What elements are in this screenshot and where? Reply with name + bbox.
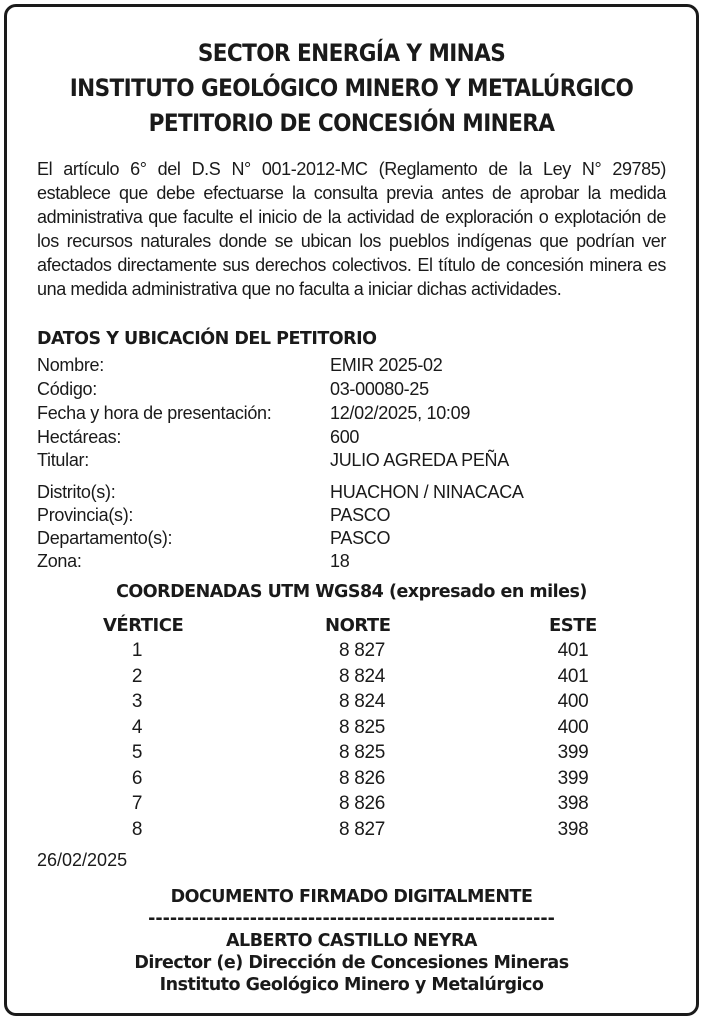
header-title: PETITORIO DE CONCESIÓN MINERA xyxy=(148,109,555,137)
datos-label: Fecha y hora de presentación: xyxy=(37,403,272,423)
datos-value: 18 xyxy=(330,551,350,571)
cell-este: 400 xyxy=(557,691,589,712)
cell-vertice: 5 xyxy=(131,742,143,763)
datos-label: Nombre: xyxy=(37,355,104,375)
cell-este: 398 xyxy=(557,818,589,840)
cell-vertice: 2 xyxy=(131,665,143,687)
datos-row xyxy=(37,402,471,424)
intro-paragraph: El artículo 6° del D.S N° 001-2012-MC (Reglamento de la Ley N° 29785) establece que debe efectuarse la consulta previa antes de aprobar la medida administrativa que faculte el inicio de la actividad de exploración o explotación de los recursos naturales donde se ubican los pueblos indígenas que podrían ver afectados directamente sus derechos colectivos. El título de concesión minera es una medida administrativa que no faculta a iniciar dichas actividades. xyxy=(37,159,666,299)
signer-position: Director (e) Dirección de Concesiones Mineras xyxy=(134,953,569,973)
cell-vertice: 4 xyxy=(131,716,143,738)
datos-value: EMIR 2025-02 xyxy=(330,355,443,375)
datos-label: Distrito(s): xyxy=(37,482,116,502)
cell-este: 400 xyxy=(557,716,589,738)
datos-row xyxy=(37,481,524,503)
header-sector: SECTOR ENERGÍA Y MINAS xyxy=(197,39,506,67)
cell-norte: 8 824 xyxy=(338,665,386,687)
cell-vertice: 1 xyxy=(131,640,143,661)
cell-vertice: 8 xyxy=(131,818,143,840)
header-institute: INSTITUTO GEOLÓGICO MINERO Y METALÚRGICO xyxy=(69,74,634,102)
coordenadas-title: COORDENADAS UTM WGS84 (expresado en miles) xyxy=(116,582,587,602)
notice-frame xyxy=(4,4,699,1016)
cell-norte: 8 826 xyxy=(338,767,386,789)
datos-row xyxy=(37,426,360,448)
signer-name: ALBERTO CASTILLO NEYRA xyxy=(226,931,477,951)
datos-label: Zona: xyxy=(37,551,82,571)
cell-este: 398 xyxy=(557,793,589,814)
cell-norte: 8 824 xyxy=(338,691,386,712)
datos-value: JULIO AGREDA PEÑA xyxy=(330,450,509,470)
datos-value: PASCO xyxy=(330,528,391,548)
datos-value: PASCO xyxy=(330,505,391,525)
datos-label: Código: xyxy=(37,379,97,399)
cell-este: 399 xyxy=(557,742,589,763)
datos-label: Provincia(s): xyxy=(37,505,134,525)
datos-row xyxy=(37,354,443,376)
datos-row xyxy=(37,378,429,400)
datos-label: Departamento(s): xyxy=(37,528,173,548)
datos-row xyxy=(37,527,391,549)
col-header-este: ESTE xyxy=(549,615,597,636)
datos-title: DATOS Y UBICACIÓN DEL PETITORIO xyxy=(37,329,377,349)
col-header-norte: NORTE xyxy=(325,615,391,636)
header xyxy=(7,36,696,141)
datos-label: Titular: xyxy=(37,450,89,470)
datos-row xyxy=(37,550,350,572)
datos-row xyxy=(37,504,391,526)
signer-institution: Instituto Geológico Minero y Metalúrgico xyxy=(159,975,544,995)
datos-value: 600 xyxy=(330,427,360,447)
cell-vertice: 3 xyxy=(131,691,143,712)
cell-este: 401 xyxy=(557,640,589,661)
cell-vertice: 6 xyxy=(131,767,143,789)
cell-este: 399 xyxy=(557,767,589,789)
datos-value: 03-00080-25 xyxy=(330,379,429,399)
datos-label: Hectáreas: xyxy=(37,427,122,447)
datos-row xyxy=(37,449,509,471)
signature-line: -------------------------------------------------------- xyxy=(148,909,555,929)
cell-norte: 8 825 xyxy=(338,742,386,763)
cell-vertice: 7 xyxy=(131,793,143,814)
cell-norte: 8 827 xyxy=(338,818,386,840)
cell-norte: 8 825 xyxy=(338,716,386,738)
cell-norte: 8 826 xyxy=(338,793,386,814)
col-header-vertice: VÉRTICE xyxy=(103,615,184,636)
cell-este: 401 xyxy=(557,665,589,687)
cell-norte: 8 827 xyxy=(338,640,386,661)
datos-value: 12/02/2025, 10:09 xyxy=(330,403,471,423)
datos-value: HUACHON / NINACACA xyxy=(330,482,524,502)
signed-notice: DOCUMENTO FIRMADO DIGITALMENTE xyxy=(170,887,533,907)
publication-date: 26/02/2025 xyxy=(37,850,128,870)
